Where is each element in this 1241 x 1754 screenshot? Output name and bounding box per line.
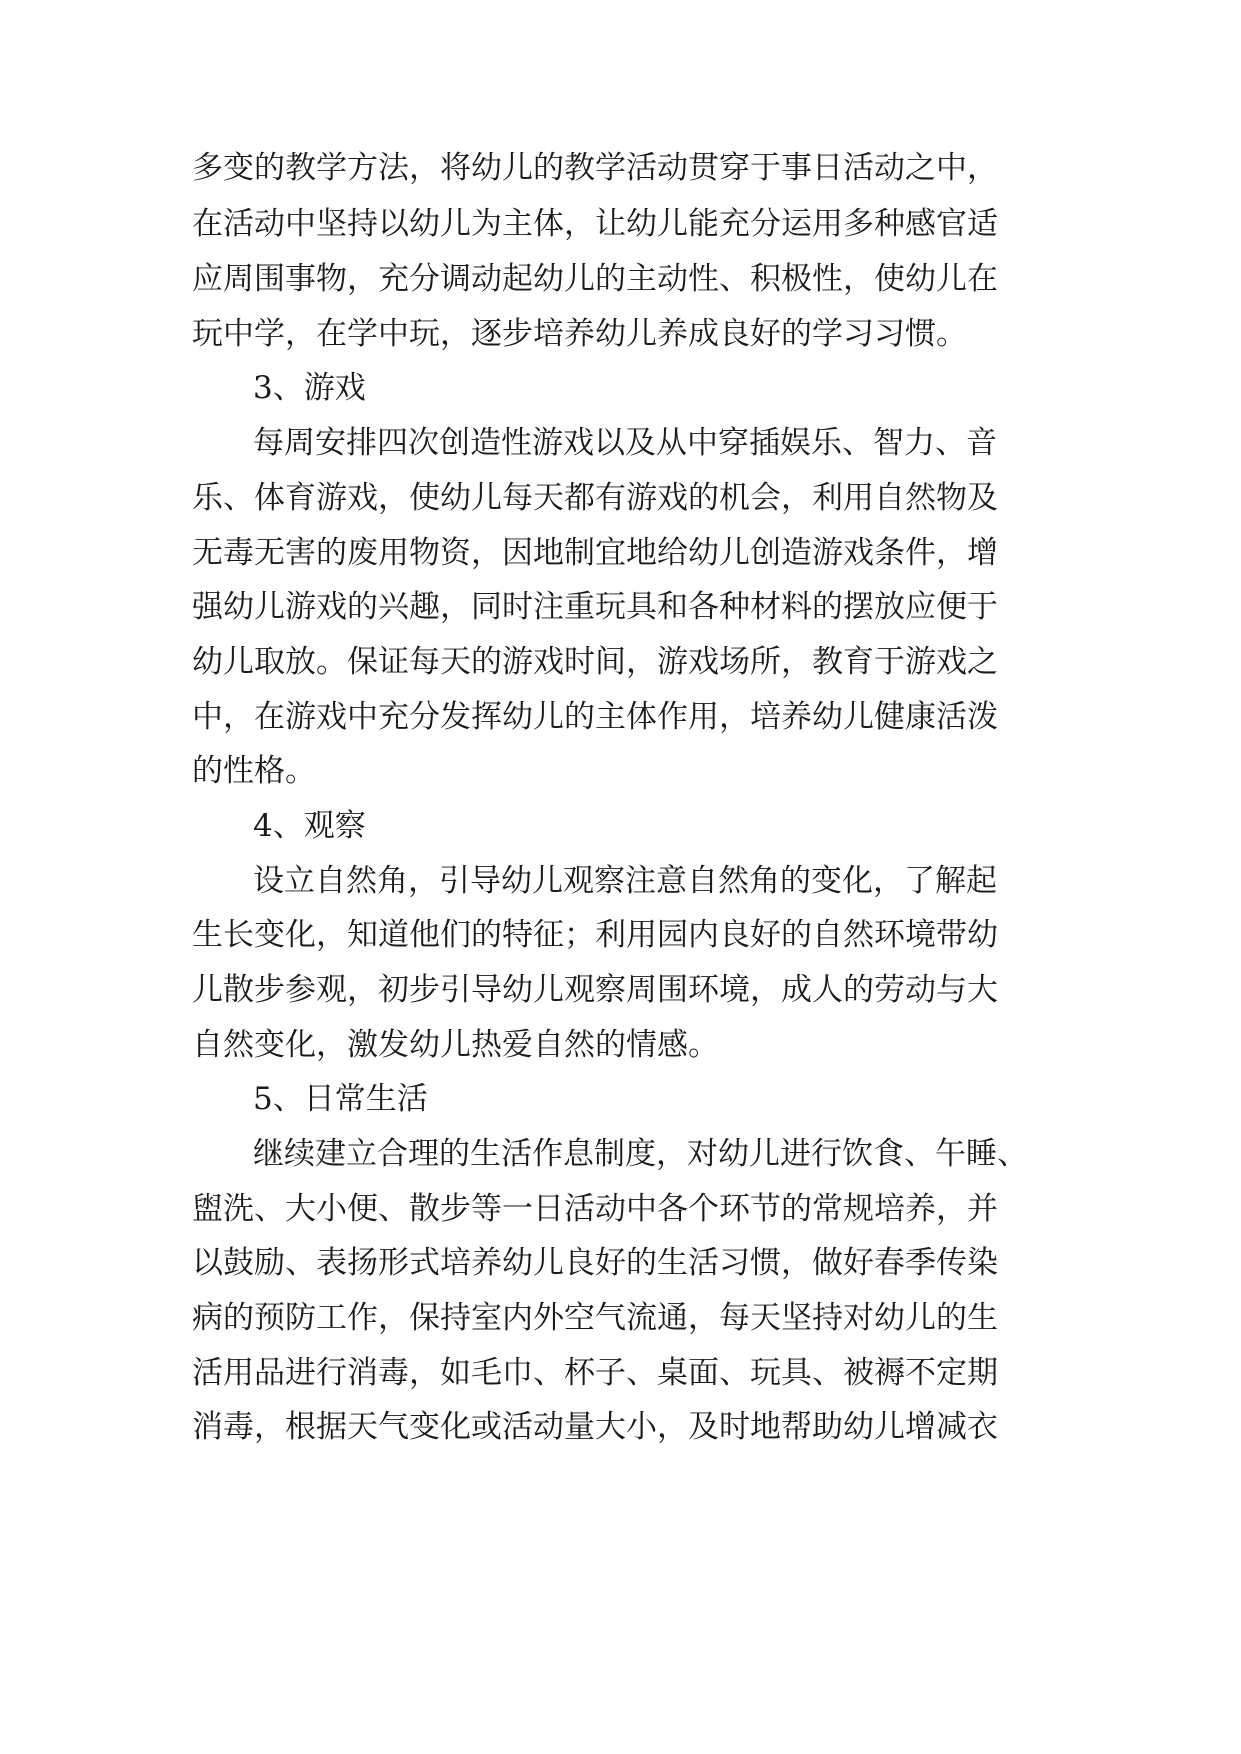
paragraph-line: 自然变化，激发幼儿热爱自然的情感。 — [192, 1027, 719, 1063]
paragraph-line: 设立自然角，引导幼儿观察注意自然角的变化，了解起 — [253, 863, 997, 899]
paragraph-line: 幼儿取放。保证每天的游戏时间，游戏场所，教育于游戏之 — [192, 644, 998, 680]
paragraph-line: 盥洗、大小便、散步等一日活动中各个环节的常规培养，并 — [192, 1191, 998, 1227]
paragraph-line: 消毒，根据天气变化或活动量大小，及时地帮助幼儿增减衣 — [192, 1409, 998, 1445]
section-heading-observation: 4、观察 — [253, 808, 366, 844]
paragraph-line: 每周安排四次创造性游戏以及从中穿插娱乐、智力、音 — [253, 425, 997, 461]
paragraph-line: 玩中学，在学中玩，逐步培养幼儿养成良好的学习习惯。 — [192, 316, 967, 352]
paragraph-line: 活用品进行消毒，如毛巾、杯子、桌面、玩具、被褥不定期 — [192, 1355, 998, 1391]
paragraph-line: 中，在游戏中充分发挥幼儿的主体作用，培养幼儿健康活泼 — [192, 699, 998, 735]
paragraph-line: 应周围事物，充分调动起幼儿的主动性、积极性，使幼儿在 — [192, 261, 998, 297]
paragraph-line: 以鼓励、表扬形式培养幼儿良好的生活习惯，做好春季传染 — [192, 1245, 998, 1281]
paragraph-line: 多变的教学方法，将幼儿的教学活动贯穿于事日活动之中， — [192, 150, 998, 186]
paragraph-line: 的性格。 — [192, 753, 316, 789]
paragraph-line: 儿散步参观，初步引导幼儿观察周围环境，成人的劳动与大 — [192, 972, 998, 1008]
section-heading-games: 3、游戏 — [253, 370, 366, 406]
paragraph-line: 病的预防工作，保持室内外空气流通，每天坚持对幼儿的生 — [192, 1300, 998, 1336]
paragraph-line: 无毒无害的废用物资，因地制宜地给幼儿创造游戏条件，增 — [192, 535, 998, 571]
paragraph-line: 生长变化，知道他们的特征；利用园内良好的自然环境带幼 — [192, 917, 998, 953]
section-heading-daily-life: 5、日常生活 — [253, 1081, 428, 1117]
paragraph-line: 强幼儿游戏的兴趣，同时注重玩具和各种材料的摆放应便于 — [192, 589, 998, 625]
paragraph-line: 乐、体育游戏，使幼儿每天都有游戏的机会，利用自然物及 — [192, 480, 998, 516]
paragraph-line: 继续建立合理的生活作息制度，对幼儿进行饮食、午睡、 — [253, 1136, 1028, 1172]
paragraph-line: 在活动中坚持以幼儿为主体，让幼儿能充分运用多种感官适 — [192, 206, 998, 242]
